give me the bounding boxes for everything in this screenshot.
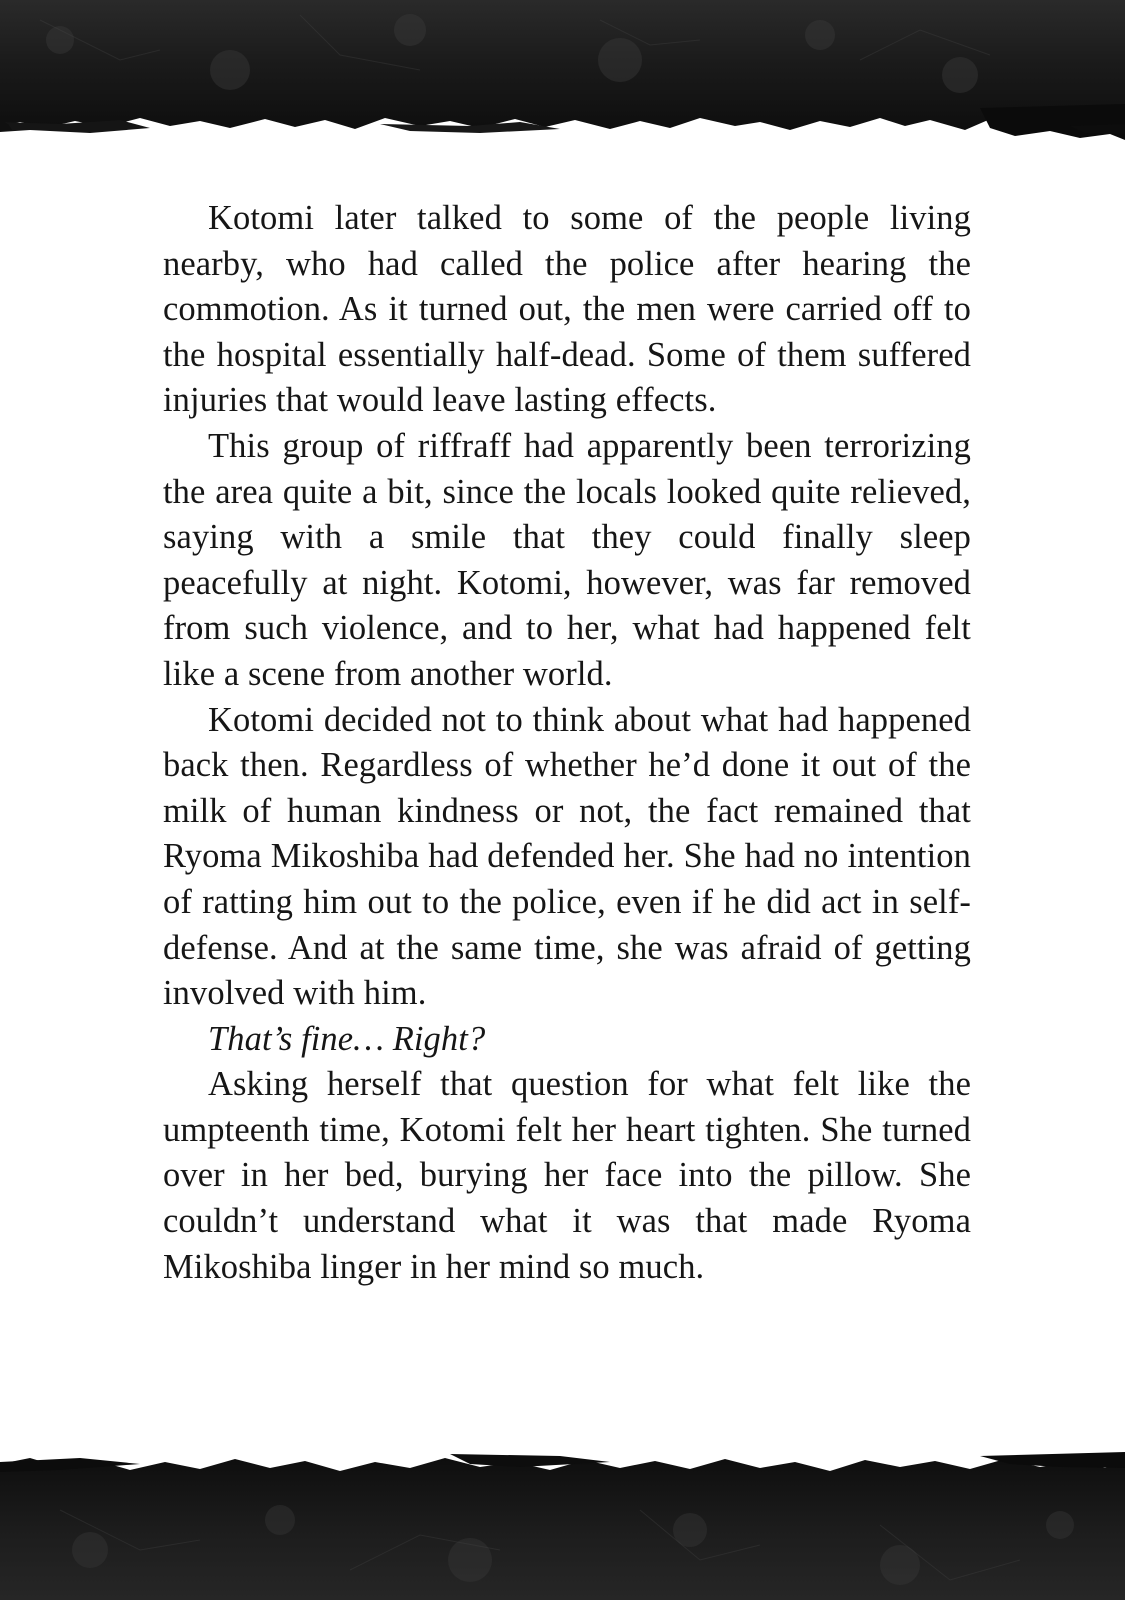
paragraph-5: Asking herself that question for what felt like the umpteenth time, Kotomi felt her heart tighten. She turned over in her bed, burying her face into the pillow. She couldn’t understand what it was that made Ryoma Mikoshiba linger in her mind so much. [163,1065,971,1286]
paragraph-2: This group of riffraff had apparently been terrorizing the area quite a bit, since the locals looked quite relieved, saying with a smile that they could finally sleep peacefully at night. Kotomi, however, was far removed from such violence, and to her, what had happened felt like a scene from another world. [163,426,971,693]
story-text [163,196,971,1290]
bottom-brush-band [0,1440,1125,1600]
top-brush-band-graphic [0,0,1125,160]
paragraph-1: Kotomi later talked to some of the people living nearby, who had called the police after hearing the commotion. As it turned out, the men were carried off to the hospital essentially half-dead. Some of them suffered injuries that would leave lasting effects. [163,199,971,420]
bottom-brush-band-graphic [0,1440,1125,1600]
paragraph-3: Kotomi decided not to think about what had happened back then. Regardless of whether he’d done it out of the milk of human kindness or not, the fact remained that Ryoma Mikoshiba had defended her. She had no intention of ratting him out to the police, even if he did act in self-defense. And at the same time, she was afraid of getting involved with him. [163,700,971,1013]
paragraph-4-inner-thought: That’s fine… Right? [208,1019,486,1058]
top-brush-band [0,0,1125,160]
